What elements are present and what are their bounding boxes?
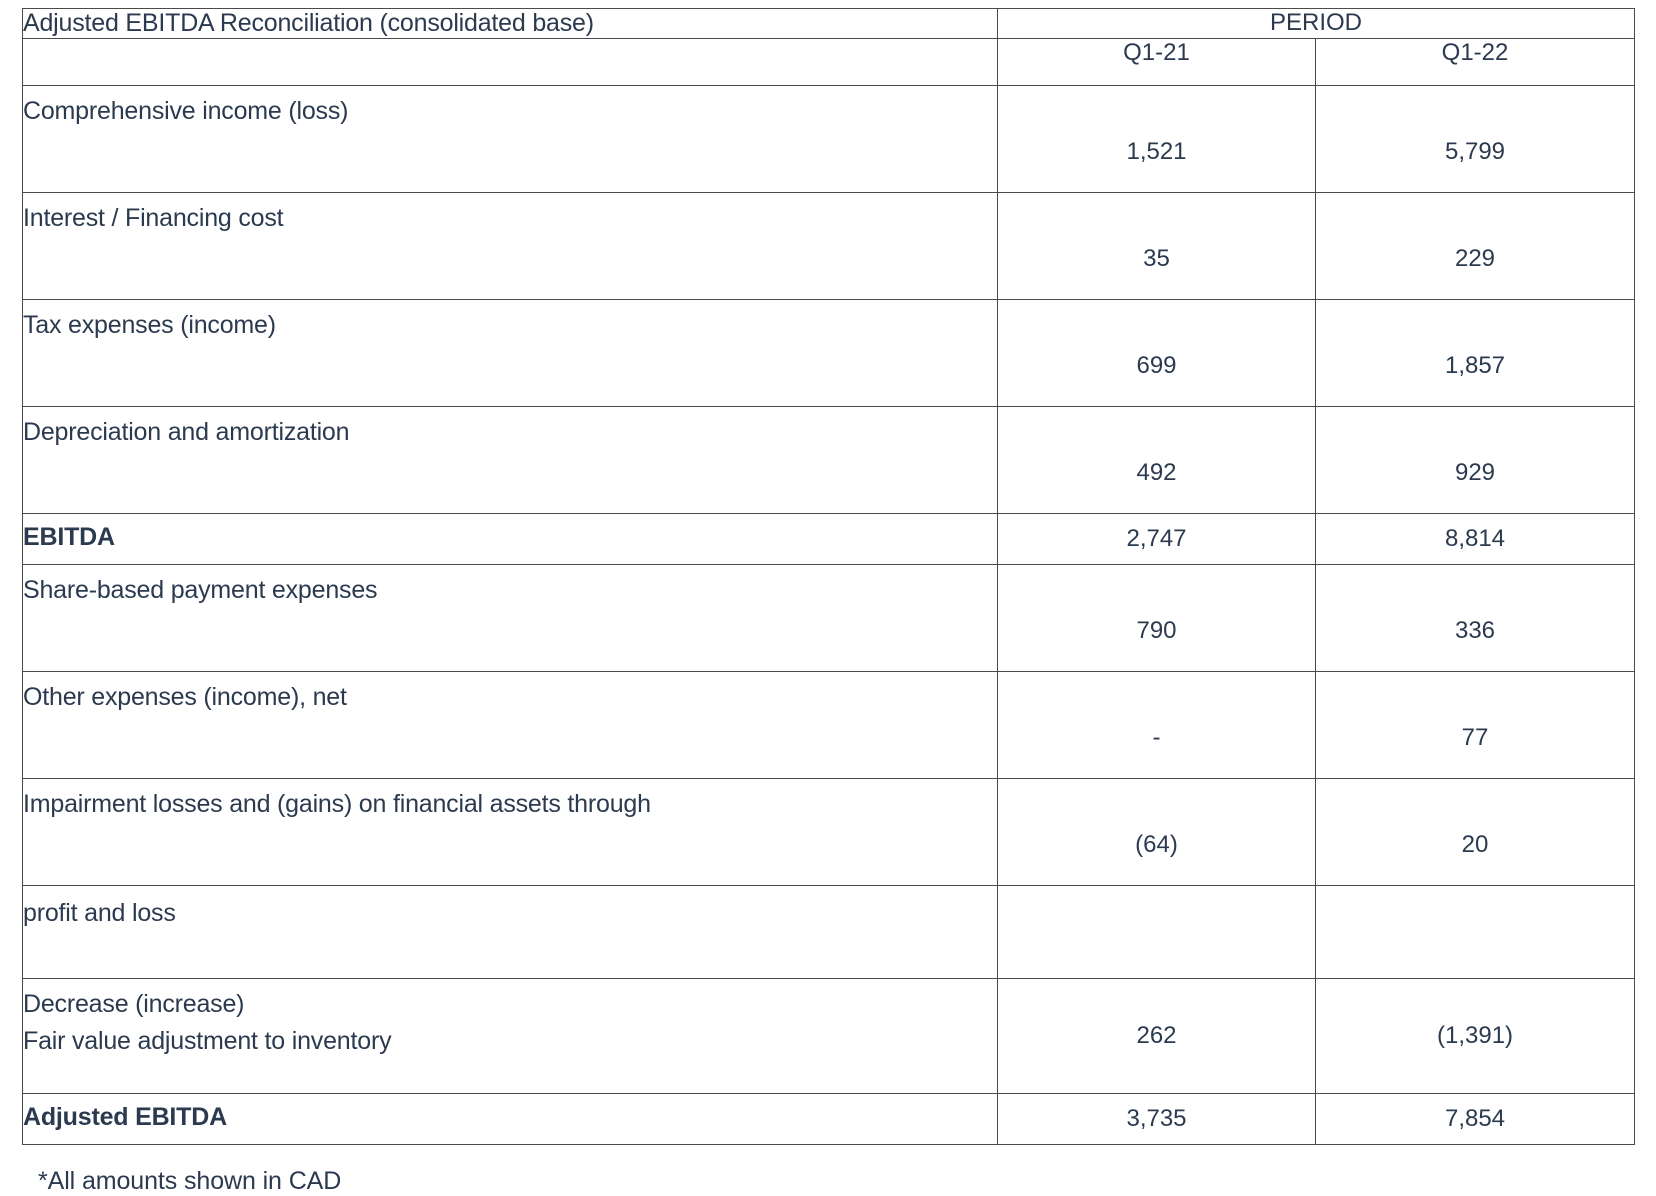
table-row [23,779,1635,886]
row-value-q1-22: 5,799 [1316,86,1635,193]
row-value-q1-21: 35 [998,193,1316,300]
table-row [23,407,1635,514]
row-label: Adjusted EBITDA [23,1094,998,1145]
row-value-q1-21 [998,886,1316,979]
row-label: Share-based payment expenses [23,565,998,672]
table-row-continuation [23,886,1635,979]
table-subheader-row [23,39,1635,86]
row-value-q1-22: (1,391) [1316,979,1635,1094]
table-row [23,672,1635,779]
column-header-q1-21: Q1-21 [998,39,1316,86]
table-row [23,193,1635,300]
table-row-adjusted-ebitda [23,1094,1635,1145]
row-value-q1-21: 3,735 [998,1094,1316,1145]
table-row [23,300,1635,407]
row-value-q1-22: 336 [1316,565,1635,672]
row-label: Tax expenses (income) [23,300,998,407]
table-title: Adjusted EBITDA Reconciliation (consolidated base) [23,9,998,39]
row-value-q1-22: 7,854 [1316,1094,1635,1145]
table-row [23,86,1635,193]
period-header: PERIOD [998,9,1635,39]
row-value-q1-22: 77 [1316,672,1635,779]
row-label: EBITDA [23,514,998,565]
row-value-q1-21: 492 [998,407,1316,514]
subheader-blank [23,39,998,86]
adjusted-ebitda-table [22,8,1635,1145]
row-value-q1-22: 1,857 [1316,300,1635,407]
row-label-multiline [23,979,998,1094]
row-label: Other expenses (income), net [23,672,998,779]
table-row [23,979,1635,1094]
row-label: Interest / Financing cost [23,193,998,300]
row-value-q1-22 [1316,886,1635,979]
row-value-q1-21: - [998,672,1316,779]
row-value-q1-21: (64) [998,779,1316,886]
table-header-row [23,9,1635,39]
table-row [23,565,1635,672]
row-value-q1-21: 790 [998,565,1316,672]
table-row-ebitda [23,514,1635,565]
row-value-q1-21: 262 [998,979,1316,1094]
row-value-q1-22: 20 [1316,779,1635,886]
row-value-q1-22: 229 [1316,193,1635,300]
row-label: Impairment losses and (gains) on financial assets through [23,779,998,886]
row-label-line-1: Decrease (increase) [23,990,245,1018]
row-label: Comprehensive income (loss) [23,86,998,193]
row-value-q1-21: 1,521 [998,86,1316,193]
row-label: Depreciation and amortization [23,407,998,514]
column-header-q1-22: Q1-22 [1316,39,1635,86]
row-value-q1-22: 929 [1316,407,1635,514]
row-label-line-2: Fair value adjustment to inventory [23,1026,392,1055]
footnote: *All amounts shown in CAD [38,1167,342,1195]
row-label: profit and loss [23,886,998,979]
row-value-q1-21: 2,747 [998,514,1316,565]
row-value-q1-22: 8,814 [1316,514,1635,565]
row-value-q1-21: 699 [998,300,1316,407]
